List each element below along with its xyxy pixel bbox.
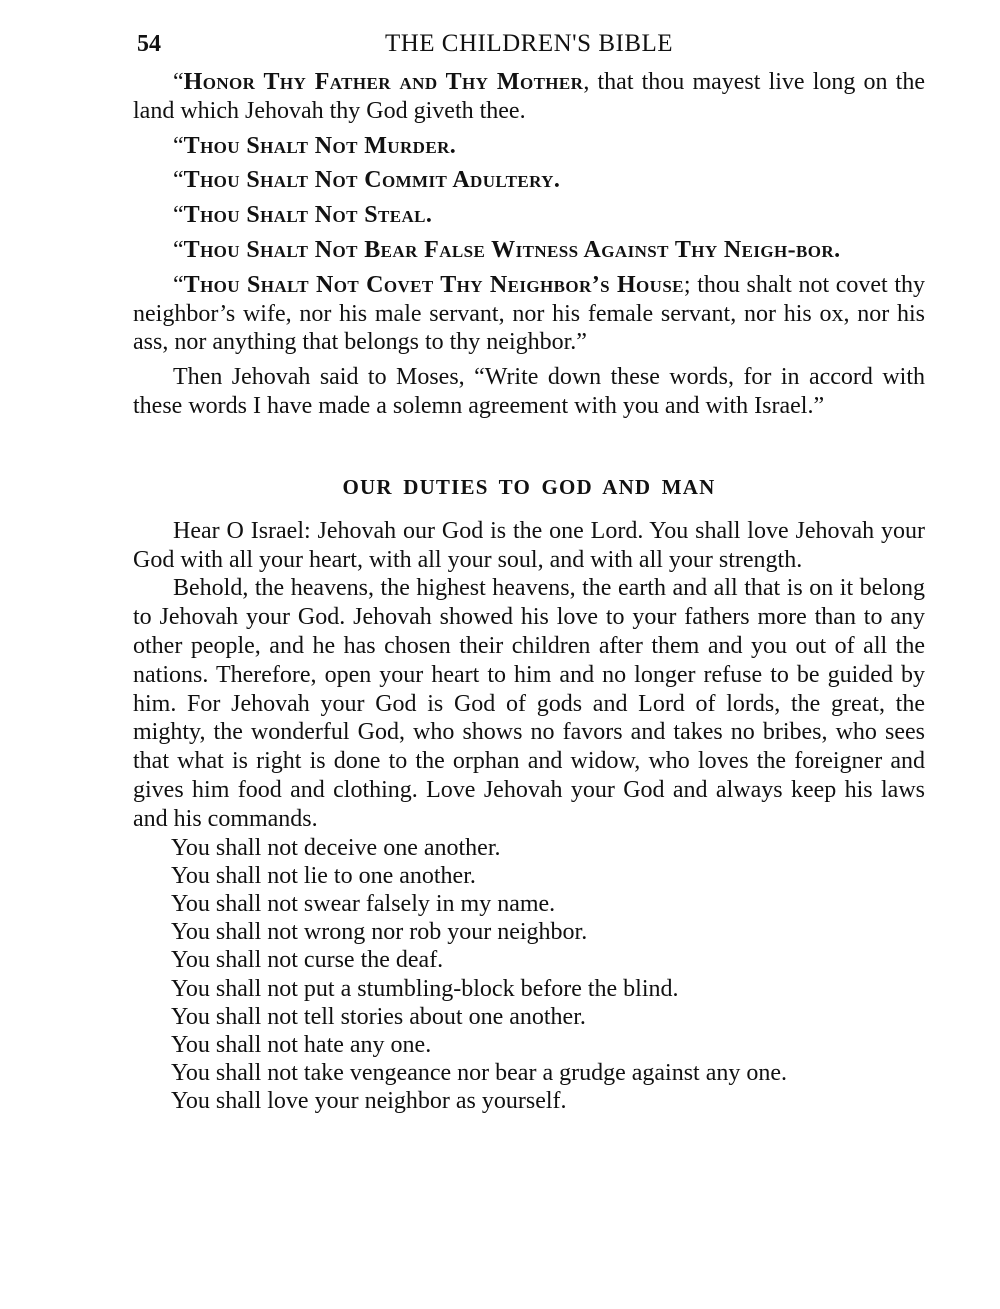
- book-title: THE CHILDREN'S BIBLE: [384, 30, 674, 57]
- list-item: You shall not lie to one another.: [171, 862, 476, 889]
- list-item: You shall love your neighbor as yourself.: [171, 1088, 567, 1115]
- section-heading: OUR DUTIES TO GOD AND MAN: [342, 474, 716, 499]
- list-item: You shall not put a stumbling-block before the blind.: [171, 975, 679, 1002]
- commandments-block: [133, 68, 925, 421]
- commandment-heading: Thou Shalt Not Murder.: [183, 132, 457, 159]
- commandment-heading: Thou Shalt Not Commit Adultery.: [183, 167, 561, 194]
- commandment-covet: “Thou Shalt Not Covet Thy Neighbor’s House; thou shalt not covet thy neighbor’s wife, nor his male servant, nor his female servant, nor his ox, nor his ass, nor anything that belongs to thy neighbor.”: [133, 271, 925, 356]
- body-paragraph: Hear O Israel: Jehovah our God is the one Lord. You shall love Jehovah your God with all your heart, with all your soul, and with all your strength.: [133, 517, 925, 573]
- body-paragraph: Behold, the heavens, the highest heavens, the earth and all that is on it belong to Jehovah your God. Jehovah showed his love to your fathers more than to any other people, and he has chosen their children after them and you out of all the nations. Therefore, open your heart to him and no longer refuse to be guided by him. For Jehovah your God is God of gods and Lord of lords, the great, the mighty, the wonderful God, who shows no favors and takes no bribes, who sees that what is right is done to the orphan and widow, who loves the foreigner and gives him food and clothing. Love Jehovah your God and always keep his laws and his commands.: [133, 575, 925, 832]
- running-head: [133, 24, 925, 68]
- commandment-heading: Thou Shalt Not Steal.: [183, 202, 433, 229]
- commandment-steal: “Thou Shalt Not Steal.: [173, 202, 433, 229]
- list-item: You shall not curse the deaf.: [171, 947, 444, 974]
- list-item: You shall not take vengeance nor bear a grudge against any one.: [171, 1060, 788, 1087]
- list-item: You shall not wrong nor rob your neighbor.: [171, 919, 588, 946]
- list-item: You shall not tell stories about one another.: [171, 1003, 586, 1030]
- page-number: 54: [137, 31, 161, 57]
- commandment-heading: Thou Shalt Not Covet Thy Neighbor’s House: [183, 271, 684, 298]
- closing-paragraph: Then Jehovah said to Moses, “Write down these words, for in accord with these words I have made a solemn agreement with you and with Israel.”: [133, 364, 925, 419]
- commandment-heading: Thou Shalt Not Bear False Witness Against Thy Neigh-bor.: [183, 236, 841, 263]
- commandment-honor-parents: “Honor Thy Father and Thy Mother, that thou mayest live long on the land which Jehovah thy God giveth thee.: [133, 69, 926, 124]
- list-item: You shall not hate any one.: [171, 1031, 432, 1058]
- duties-list: [133, 834, 925, 1116]
- section-body: [133, 517, 925, 1116]
- commandment-false-witness: “Thou Shalt Not Bear False Witness Against Thy Neigh-bor.: [173, 236, 841, 263]
- list-item: You shall not swear falsely in my name.: [171, 890, 556, 917]
- book-page: [133, 24, 925, 1116]
- commandment-murder: “Thou Shalt Not Murder.: [173, 132, 457, 159]
- list-item: You shall not deceive one another.: [171, 834, 501, 861]
- commandment-heading: Honor Thy Father and Thy Mother: [183, 69, 584, 95]
- commandment-adultery: “Thou Shalt Not Commit Adultery.: [173, 167, 561, 194]
